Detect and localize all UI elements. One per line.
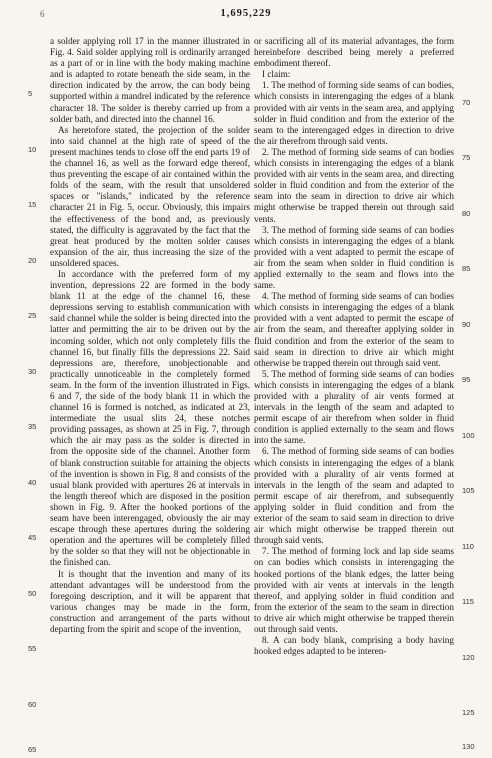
line-number: 45: [28, 533, 37, 542]
line-number: 110: [462, 542, 474, 551]
left-paragraph: As heretofore stated, the projection of the solder into said channel at the high rate of speed of the present machines tends to close off the end parts 19 of the channel 16, as well as the forward edge thereof, thus preventing the escape of air contained within the folds of the seam, with the result that unsoldered spaces or "islands," indicated by the reference character 21 in Fig. 5, occur. Obviously, this impairs the effectiveness of the bond and, as previously stated, the difficulty is aggravated by the fact that the great heat produced by the molten solder causes expansion of the air, thus increasing the size of the unsoldered spaces.: [50, 124, 250, 268]
page-mark: 6: [40, 9, 45, 19]
page-header: 1,695,229: [220, 8, 272, 19]
claim-7: 7. The method of forming lock and lap side seams on can bodies which consists in interengaging the hooked portions of the blank edges, the latter being provided with air vents at intervals in the length thereof, and applying solder in fluid condition and from the exterior of the seam to the seam in direction to drive air which might otherwise be trapped therein out through said vents.: [254, 546, 454, 634]
left-paragraph: It is thought that the invention and many of its attendant advantages will be understood from the foregoing description, and it will be apparent that various changes may be made in the form, construction and arrangement of the parts without departing from the spirit and scope of the invention,: [50, 568, 250, 634]
line-number: 105: [462, 486, 475, 495]
line-number: 125: [462, 708, 475, 717]
line-number: 130: [462, 742, 475, 751]
claim-1: 1. The method of forming side seams of can bodies, which consists in interengaging the edges of a blank provided with air vents in the seam area, and applying solder in fluid condition and from the exterior of the seam to the interengaged edges in direction to drive the air therefrom through said vents.: [254, 80, 454, 146]
line-number: 35: [28, 422, 37, 431]
line-number: 115: [462, 597, 474, 606]
line-number: 15: [28, 200, 37, 209]
line-number: 55: [28, 644, 37, 653]
line-number: 75: [462, 153, 471, 162]
claim-2: 2. The method of forming side seams of can bodies which consists in interengaging the edges of a blank provided with air vents in the seam area, and directing solder in fluid condition and from the exterior of the seam into the seam in direction to drive air which might otherwise be trapped therein out through said vents.: [254, 146, 454, 224]
line-number: 40: [28, 478, 37, 487]
claim-3: 3. The method of forming side seams of can bodies which consists in interengaging the edges of a blank provided with a vent adapted to permit the escape of air from the seam when solder in fluid condition is applied externally to the seam and flows into the same.: [254, 224, 454, 291]
line-number: 120: [462, 653, 475, 662]
left-column: [50, 36, 250, 635]
left-paragraph: In accordance with the preferred form of my invention, depressions 22 are formed in the body blank 11 at the edge of the channel 16, these depressions serving to establish communication with said channel while the solder is being directed into the latter and permitting the air to be driven out by the incoming solder, which not only completely fills the channel 16, but finally fills the depressions 22. Said depressions are, therefore, unobjectionable and practically unnoticeable in the completely formed seam. In the form of the invention illustrated in Figs. 6 and 7, the side of the body blank 11 in which the channel 16 is formed is notched, as indicated at 23, intermediate the usual slits 24, these notches providing passages, as shown at 25 in Fig. 7, through which the air may pass as the solder is directed in from the opposite side of the channel. Another form of blank construction suitable for attaining the objects of the invention is shown in Fig. 8 and consists of the usual blank provided with apertures 26 at intervals in the length thereof which are disposed in the position shown in Fig. 9. After the hooked portions of the seam have been interengaged, obviously the air may escape through these apertures during the soldering operation and the apertures will be completely filled by the solder so that they will not be objectionable in the finished can.: [50, 268, 250, 568]
line-number: 100: [462, 431, 475, 440]
line-number: 85: [462, 264, 471, 273]
claim-6: 6. The method of forming side seams of can bodies which consists in interengaging the edges of a blank provided with a plurality of air vents formed at intervals in the length of the seam and adapted to permit escape of air therefrom, and subsequently applying solder in fluid condition and from the exterior of the seam to said seam in direction to drive air which might otherwise be trapped therein out through said vents.: [254, 446, 454, 546]
right-column: [254, 36, 454, 657]
line-number: 10: [28, 145, 37, 154]
line-number: 5: [28, 89, 33, 98]
line-number: 90: [462, 320, 471, 329]
right-paragraph: or sacrificing all of its material advantages, the form hereinbefore described being merely a preferred embodiment thereof.: [254, 36, 454, 69]
claim-heading: I claim:: [262, 69, 291, 80]
line-number: 50: [28, 589, 37, 598]
line-number: 95: [462, 375, 471, 384]
claim-5: 5. The method of forming side seams of can bodies which consists in interengaging the edges of a blank provided with a plurality of air vents formed at intervals in the length of the seam and adapted to permit escape of air therefrom when solder in fluid condition is applied externally to the seam and flows into the same.: [254, 368, 454, 446]
line-number: 65: [28, 745, 37, 754]
left-paragraph: a solder applying roll 17 in the manner illustrated in Fig. 4. Said solder applying roll is ordinarily arranged as a part of or in line with the body making machine and is adapted to rotate beneath the side seam, in the direction indicated by the arrow, the can body being supported within a mandrel indicated by the reference character 18. The solder is thereby carried up from a solder bath, and directed into the channel 16.: [50, 36, 250, 124]
line-number: 60: [28, 700, 37, 709]
claim-4: 4. The method of forming side seams of can bodies which consists in interengaging the edges of a blank provided with a vent adapted to permit the escape of air from the seam, and thereafter applying solder in fluid condition and from the exterior of the seam to said seam in direction to drive air which might otherwise be trapped therein out through said vent.: [254, 291, 454, 368]
line-number: 80: [462, 209, 471, 218]
claim-8: 8. A can body blank, comprising a body having hooked edges adapted to be interen-: [254, 635, 454, 657]
line-number: 25: [28, 311, 37, 320]
line-number: 70: [462, 98, 471, 107]
line-number: 20: [28, 256, 37, 265]
line-number: 30: [28, 367, 37, 376]
